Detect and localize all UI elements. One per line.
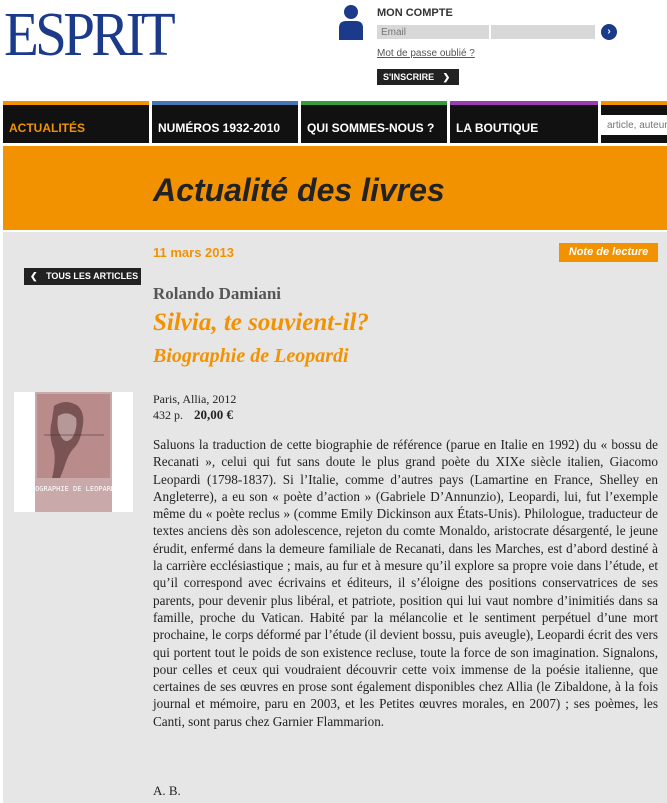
all-articles-label: TOUS LES ARTICLES [46,271,139,281]
page-count: 432 p. [153,408,183,422]
search-input[interactable] [601,115,667,135]
book-title: Silvia, te souvient-il? [153,309,369,336]
login-go-button[interactable]: › [601,24,617,40]
publication-info: Paris, Allia, 2012 [153,392,237,406]
book-subtitle: Biographie de Leopardi [153,345,349,367]
book-cover-image[interactable] [14,392,133,512]
password-field[interactable] [491,25,595,39]
article-signature: A. B. [153,783,181,798]
chevron-right-icon: ❯ [442,72,451,82]
esprit-logo[interactable]: ESPRIT [4,1,173,69]
note-de-lecture-badge: Note de lecture [559,243,658,262]
signup-label: S'INSCRIRE [383,72,435,82]
book-author: Rolando Damiani [153,284,281,303]
book-details [153,407,233,423]
all-articles-button[interactable] [24,268,141,285]
article-body: Saluons la traduction de cette biographie de référence (parue en Italie en 1992) du « bossu de Recanati », celui qui fut sans doute le plus grand poète du XIXe siècle italien, Giacomo Leopardi (1798-1837). Si l’Italie, comme d’autres pays (Lamartine en France, Shelley en Angleterre), a eu son « poète d’action » (Gabriele D’Annunzio), Leopardi, lui, fut l’exemple même du « poète reclus » (comme Emily Dickinson aux États-Unis). Philologue, traducteur de textes anciens dès son adolescence, rejeton du comte Monaldo, aristocrate désargenté, le jeune érudit, enfermé dans la demeure familiale de Recanati, dans les Marches, est d’abord destiné à la carrière ecclésiastique ; mais, au fur et à mesure qu’il explore sa propre voie dans l’étude, et qu’il correspond avec écrivains et éditeurs, il s’éloigne des positions conservatrices de ses parents, pour devenir plus libéral, et patriote, position qui lui vaut nombre d’inimitiés dans sa famille, proche du Vatican. Habité par la mélancolie et le sentiment perpétuel d’une mort prochaine, le corps déformé par l’étude (il devient bossu, puis aveugle), Leopardi écrit des vers qui portent tout le poids de son existence recluse, toute la force de son imagination. Signalons, pour celles et ceux qui voudraient découvrir cette voix immense de la poésie italienne, que certaines de ses œuvres en prose sont également disponibles chez Allia (le Zibaldone, à la fois journal et mémoire, paru en 2003, et les Petites œuvres morales, en 2007) ; ses poèmes, les Canti, sont parus chez Garnier Flammarion. [153,437,658,729]
user-icon [337,4,365,40]
account-label: MON COMPTE [377,7,453,19]
cover-text: BIOGRAPHIE DE LEOPARDI [26,485,120,493]
section-title: Actualité des livres [153,172,445,208]
chevron-left-icon: ❮ [30,271,38,281]
nav-item-numeros[interactable]: NUMÉROS 1932-2010 [152,101,298,143]
nav-item-actualites[interactable]: ACTUALITÉS [3,101,149,143]
nav-item-boutique[interactable]: LA BOUTIQUE [450,101,598,143]
email-field[interactable] [377,25,489,39]
book-price: 20,00 € [194,407,233,422]
forgot-password-link[interactable]: Mot de passe oublié ? [377,48,475,59]
article-date: 11 mars 2013 [153,245,234,260]
nav-item-qui-sommes-nous[interactable]: QUI SOMMES-NOUS ? [301,101,447,143]
signup-button[interactable] [377,69,459,85]
